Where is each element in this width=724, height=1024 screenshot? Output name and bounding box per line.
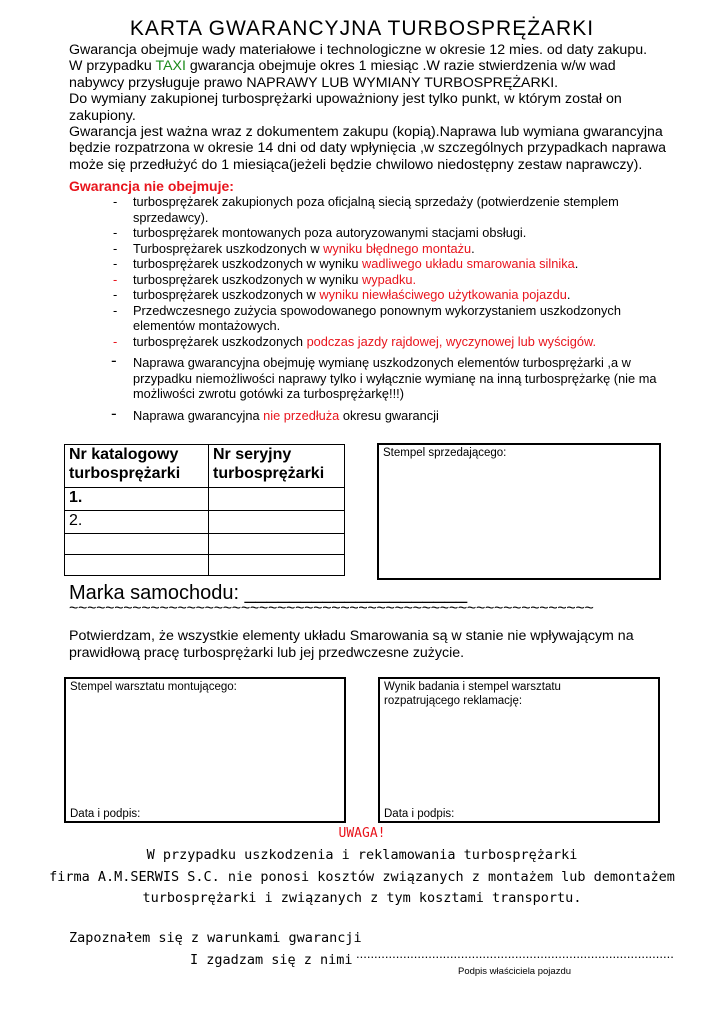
list-item: - Turbosprężarek uszkodzonych w wyniku błędnego montażu.: [113, 240, 475, 256]
owner-signature-label: Podpis właściciela pojazdu: [458, 966, 572, 977]
agreement-line-1: Zapoznałem się z warunkami gwarancji: [69, 930, 362, 946]
list-item-highlight: wypadku.: [362, 271, 417, 287]
list-item-text: turbosprężarek uszkodzonych w wyniku: [133, 271, 363, 287]
workshop-stamp-box[interactable]: [64, 677, 346, 823]
exclusions-title: Gwarancja nie obejmuje:: [69, 178, 234, 194]
list-item-highlight: podczas jazdy rajdowej, wyczynowej lub wyścigów.: [306, 333, 597, 349]
list-item-highlight: wyniku błędnego montażu: [323, 240, 472, 256]
intro-line-4: Do wymiany zakupionej turbosprężarki upoważniony jest tylko punkt, w którym został on zakupiony.: [69, 91, 622, 124]
notice-line-1: W przypadku uszkodzenia i reklamowania turbosprężarki: [146, 847, 578, 863]
table-cell[interactable]: [65, 555, 209, 576]
list-item: - turbosprężarek uszkodzonych w wyniku wypadku.: [113, 271, 417, 287]
turbo-number-table: [64, 444, 345, 576]
table-cell-row-2[interactable]: 2.: [65, 511, 209, 534]
intro-text-span: gwarancja obejmuje okres 1 miesiąc .W razie stwierdzenia w/w wad: [185, 58, 616, 75]
list-item-text: turbosprężarek uszkodzonych w wyniku: [133, 256, 363, 271]
list-item: - Naprawa gwarancyjna nie przedłuża okresu gwarancji: [111, 403, 439, 423]
result-stamp-box[interactable]: [378, 677, 660, 823]
table-cell[interactable]: [209, 555, 345, 576]
table-cell[interactable]: [209, 534, 345, 555]
intro-line-2: [69, 58, 709, 74]
list-item: - turbosprężarek zakupionych poza oficjalną siecią sprzedaży (potwierdzenie stemplem sprzedawcy).: [113, 194, 619, 225]
list-item-text: Naprawa gwarancyjna: [133, 407, 264, 423]
date-sign-label: Data i podpis:: [70, 808, 141, 820]
intro-line-1: Gwarancja obejmuje wady materiałowe i technologiczne w okresie 12 mies. od daty zakupu.: [69, 42, 648, 58]
intro-line-5: Gwarancja jest ważna wraz z dokumentem zakupu (kopią).Naprawa lub wymiana gwarancyjna będzie rozpatrzona w okresie 14 dni od daty wpłynięcia ,w szczególnych przypadkach naprawa może się przedłużyć do 1 miesiąca(jeżeli będzie chwilowo niedostępny zestaw naprawczy).: [69, 124, 666, 173]
taxi-highlight: TAXI: [155, 58, 186, 75]
list-item: - Przedwczesnego zużycia spowodowanego ponownym wykorzystaniem uszkodzonych elementów montażowych.: [113, 302, 621, 333]
list-item-text: Przedwczesnego zużycia spowodowanego ponownym wykorzystaniem uszkodzonych elementów montażowych.: [133, 302, 621, 333]
seller-stamp-box[interactable]: [377, 443, 661, 580]
list-item-text: turbosprężarek zakupionych poza oficjalną siecią sprzedaży (potwierdzenie stemplem sprzedawcy).: [133, 194, 619, 225]
table-cell[interactable]: [65, 534, 209, 555]
result-stamp-label: Wynik badania i stempel warsztatu rozpatrującego reklamację:: [384, 681, 561, 707]
date-sign-label: Data i podpis:: [384, 808, 455, 820]
list-item: - Naprawa gwarancyjna obejmuję wymianę uszkodzonych elementów turbosprężarki ,a w przypadku niemożliwości naprawy tylko i wyłącznie wymianę na inną turbosprężarkę (nie ma możliwości zwrotu gotówki za turbosprężarkę!!!): [111, 351, 657, 401]
workshop-stamp-label: Stempel warsztatu montującego:: [70, 681, 237, 693]
notice-line-3: turbosprężarki i związanych z tym kosztami transportu.: [142, 890, 582, 906]
separator-line: ~~~~~~~~~~~~~~~~~~~~~~~~~~~~~~~~~~~~~~~~~~~~~~~~~~~~~~~~~~: [69, 600, 594, 617]
notice-line-2: firma A.M.SERWIS S.C. nie ponosi kosztów związanych z montażem lub demontażem: [49, 869, 675, 885]
table-header-catalog: Nr katalogowy turbosprężarki: [65, 445, 209, 488]
list-item-text: okresu gwarancji: [339, 407, 439, 423]
list-item-highlight: wadliwego układu smarowania silnika: [362, 256, 575, 271]
intro-text-span: W przypadku: [69, 58, 156, 75]
table-header-serial: Nr seryjny turbosprężarki: [209, 445, 345, 488]
list-item-highlight: wyniku niewłaściwego użytkowania pojazdu: [319, 287, 567, 302]
list-item-highlight: nie przedłuża: [263, 407, 340, 423]
confirmation-text: Potwierdzam, że wszystkie elementy układu Smarowania są w stanie nie wpływającym na prawidłową pracę turbosprężarki lub jej przedwczesne zużycie.: [69, 628, 634, 661]
intro-line-3: nabywcy przysługuje prawo NAPRAWY LUB WYMIANY TURBOSPRĘŻARKI.: [69, 74, 559, 91]
warning-heading: UWAGA!: [338, 826, 386, 841]
seller-stamp-label: Stempel sprzedającego:: [383, 447, 507, 459]
car-brand-field: Marka samochodu: ____________________: [69, 582, 468, 604]
list-item-text: turbosprężarek montowanych poza autoryzowanymi stacjami obsługi.: [133, 225, 527, 240]
list-item: - turbosprężarek uszkodzonych podczas jazdy rajdowej, wyczynowej lub wyścigów.: [113, 333, 597, 349]
table-cell[interactable]: [209, 511, 345, 534]
exclusions-list: [103, 194, 683, 423]
list-item-text: turbosprężarek uszkodzonych: [133, 333, 307, 349]
table-cell-row-1[interactable]: 1.: [65, 488, 209, 511]
list-item-text: turbosprężarek uszkodzonych w: [133, 287, 320, 302]
agreement-line-2: I zgadzam się z nimi: [190, 952, 353, 968]
list-item-text: Naprawa gwarancyjna obejmuję wymianę uszkodzonych elementów turbosprężarki ,a w przypadku niemożliwości naprawy tylko i wyłącznie wymianę na inną turbosprężarkę (nie ma możliwości zwrotu gotówki za turbosprężarkę!!!): [133, 355, 657, 401]
list-item: - turbosprężarek uszkodzonych w wyniku niewłaściwego użytkowania pojazdu.: [113, 287, 571, 302]
list-item: - turbosprężarek montowanych poza autoryzowanymi stacjami obsługi.: [113, 225, 527, 240]
page-title: KARTA GWARANCYJNA TURBOSPRĘŻARKI: [129, 17, 595, 40]
signature-line[interactable]: ........................................................................................: [356, 946, 674, 961]
list-item: - turbosprężarek uszkodzonych w wyniku wadliwego układu smarowania silnika.: [113, 256, 579, 271]
table-cell[interactable]: [209, 488, 345, 511]
intro-text: [69, 42, 709, 173]
list-item-text: Turbosprężarek uszkodzonych w: [133, 240, 324, 256]
